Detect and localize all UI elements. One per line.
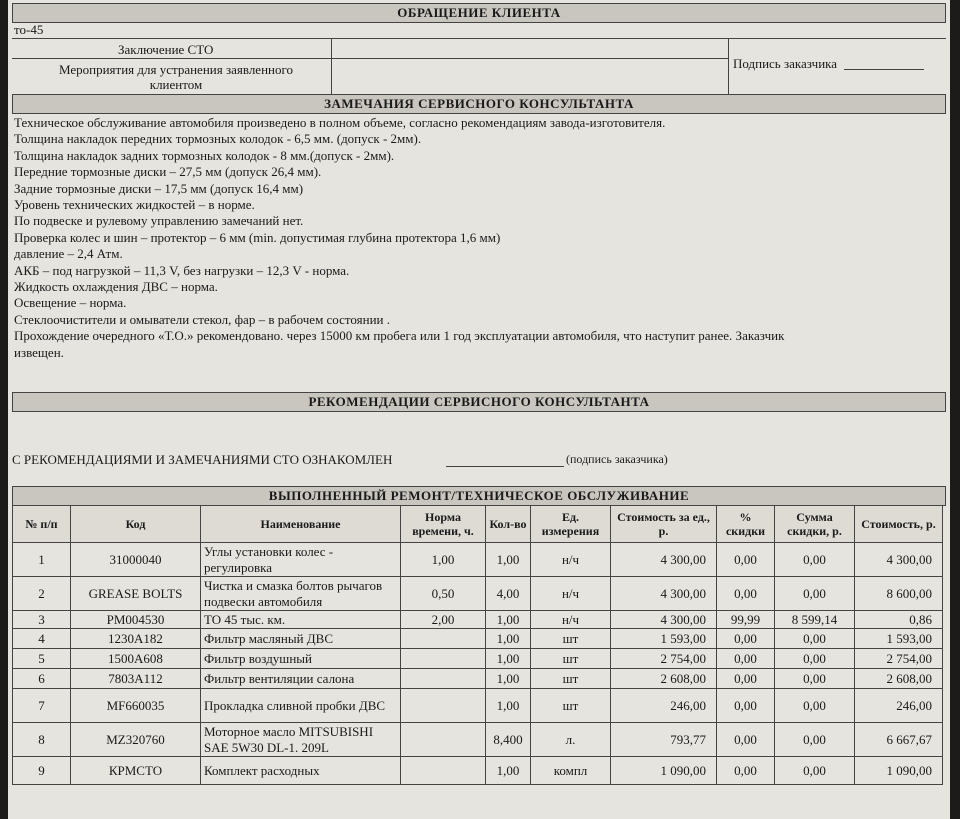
unit-price: 2 608,00 — [611, 669, 717, 689]
conclusion-label: Заключение СТО — [118, 42, 214, 57]
unit-price: 1 090,00 — [611, 757, 717, 785]
client-request-title: ОБРАЩЕНИЕ КЛИЕНТА — [12, 3, 946, 23]
remark-line: Передние тормозные диски – 27,5 мм (допуск 26,4 мм). — [14, 164, 322, 180]
column-header: Стоимость за ед., р. — [611, 506, 717, 543]
column-header: Ед. измерения — [531, 506, 611, 543]
row-number: 5 — [13, 649, 71, 669]
remark-line: Задние тормозные диски – 17,5 мм (допуск 16,4 мм) — [14, 180, 304, 196]
unit: шт — [531, 669, 611, 689]
quantity: 1,00 — [486, 543, 531, 577]
unit-price: 4 300,00 — [611, 577, 717, 611]
total-cost: 246,00 — [855, 689, 943, 723]
unit: н/ч — [531, 611, 611, 629]
work-table — [12, 505, 943, 785]
unit: н/ч — [531, 543, 611, 577]
divider — [12, 58, 728, 59]
discount-sum: 0,00 — [775, 723, 855, 757]
item-code: 7803A112 — [71, 669, 201, 689]
row-number: 8 — [13, 723, 71, 757]
item-code: 1500A608 — [71, 649, 201, 669]
remarks-text — [14, 115, 914, 361]
unit: шт — [531, 629, 611, 649]
time-norm: 2,00 — [401, 611, 486, 629]
table-row — [13, 611, 943, 629]
discount-percent: 0,00 — [717, 723, 775, 757]
table-row — [13, 629, 943, 649]
remark-line: давление – 2,4 Атм. — [14, 246, 123, 262]
quantity: 1,00 — [486, 649, 531, 669]
unit-price: 246,00 — [611, 689, 717, 723]
unit: шт — [531, 689, 611, 723]
row-number: 9 — [13, 757, 71, 785]
quantity: 1,00 — [486, 669, 531, 689]
column-header: Наименование — [201, 506, 401, 543]
acknowledgement-text: С РЕКОМЕНДАЦИЯМИ И ЗАМЕЧАНИЯМИ СТО ОЗНАКОМЛЕН — [12, 452, 393, 467]
table-row — [13, 543, 943, 577]
unit-price: 2 754,00 — [611, 649, 717, 669]
item-code: MZ320760 — [71, 723, 201, 757]
column-header: Норма времени, ч. — [401, 506, 486, 543]
total-cost: 2 754,00 — [855, 649, 943, 669]
customer-signature-label: Подпись заказчика — [733, 56, 838, 71]
row-number: 4 — [13, 629, 71, 649]
table-row — [13, 757, 943, 785]
table-row — [13, 723, 943, 757]
row-number: 3 — [13, 611, 71, 629]
item-code: PM004530 — [71, 611, 201, 629]
remark-line: Техническое обслуживание автомобиля произведено в полном объеме, согласно рекомендациям завода-изготовителя. — [14, 115, 666, 130]
remark-line: Уровень технических жидкостей – в норме. — [14, 197, 255, 213]
column-header: % скидки — [717, 506, 775, 543]
discount-percent: 0,00 — [717, 543, 775, 577]
remark-line: Толщина накладок передних тормозных колодок - 6,5 мм. (допуск - 2мм). — [14, 131, 422, 147]
work-title: ВЫПОЛНЕННЫЙ РЕМОНТ/ТЕХНИЧЕСКОЕ ОБСЛУЖИВАНИЕ — [12, 486, 946, 506]
unit-price: 4 300,00 — [611, 611, 717, 629]
time-norm — [401, 669, 486, 689]
divider — [728, 38, 729, 94]
total-cost: 0,86 — [855, 611, 943, 629]
unit-price: 4 300,00 — [611, 543, 717, 577]
total-cost: 4 300,00 — [855, 543, 943, 577]
document-sheet — [8, 0, 950, 819]
item-code: GREASE BOLTS — [71, 577, 201, 611]
discount-sum: 0,00 — [775, 757, 855, 785]
time-norm — [401, 649, 486, 669]
row-number: 7 — [13, 689, 71, 723]
item-name: Комплект расходных — [201, 757, 401, 785]
item-name: Моторное масло MITSUBISHI SAE 5W30 DL-1. 209L — [201, 723, 401, 757]
item-code: КРМСТО — [71, 757, 201, 785]
quantity: 8,400 — [486, 723, 531, 757]
remark-line: Прохождение очередного «Т.О.» рекомендовано. через 15000 км пробега или 1 год эксплуатации автомобиля, что наступит ранее. Заказчик — [14, 328, 785, 344]
time-norm: 0,50 — [401, 577, 486, 611]
discount-sum: 0,00 — [775, 669, 855, 689]
discount-sum: 0,00 — [775, 629, 855, 649]
discount-sum: 0,00 — [775, 543, 855, 577]
remark-line: Освещение – норма. — [14, 295, 127, 311]
quantity: 1,00 — [486, 757, 531, 785]
unit-price: 793,77 — [611, 723, 717, 757]
time-norm — [401, 757, 486, 785]
item-name: Фильтр вентиляции салона — [201, 669, 401, 689]
signature-line[interactable] — [844, 69, 924, 70]
discount-percent: 0,00 — [717, 689, 775, 723]
discount-sum: 0,00 — [775, 649, 855, 669]
row-number: 2 — [13, 577, 71, 611]
acknowledgement-signature-line[interactable] — [446, 466, 564, 467]
recommendations-title: РЕКОМЕНДАЦИИ СЕРВИСНОГО КОНСУЛЬТАНТА — [12, 392, 946, 412]
total-cost: 8 600,00 — [855, 577, 943, 611]
time-norm: 1,00 — [401, 543, 486, 577]
item-code: 31000040 — [71, 543, 201, 577]
column-header: Сумма скидки, р. — [775, 506, 855, 543]
time-norm — [401, 689, 486, 723]
measures-label: Мероприятия для устранения заявленного клиентом — [58, 62, 294, 92]
item-code: 1230A182 — [71, 629, 201, 649]
item-code: MF660035 — [71, 689, 201, 723]
table-row — [13, 669, 943, 689]
total-cost: 6 667,67 — [855, 723, 943, 757]
column-header: Кол-во — [486, 506, 531, 543]
discount-sum: 8 599,14 — [775, 611, 855, 629]
unit: шт — [531, 649, 611, 669]
remark-line: АКБ – под нагрузкой – 11,3 V, без нагрузки – 12,3 V - норма. — [14, 262, 350, 278]
table-row — [13, 689, 943, 723]
table-row — [13, 649, 943, 669]
remark-line: Жидкость охлаждения ДВС – норма. — [14, 279, 218, 295]
quantity: 1,00 — [486, 611, 531, 629]
quantity: 4,00 — [486, 577, 531, 611]
remark-line: извещен. — [14, 344, 64, 360]
order-ref: то-45 — [14, 22, 44, 37]
acknowledgement-sign-label: (подпись заказчика) — [566, 452, 668, 466]
time-norm — [401, 723, 486, 757]
discount-percent: 0,00 — [717, 669, 775, 689]
unit: компл — [531, 757, 611, 785]
discount-percent: 0,00 — [717, 757, 775, 785]
discount-sum: 0,00 — [775, 689, 855, 723]
remark-line: По подвеске и рулевому управлению замечаний нет. — [14, 213, 304, 229]
remark-line: Стеклоочистители и омыватели стекол, фар – в рабочем состоянии . — [14, 311, 391, 327]
column-header: Стоимость, р. — [855, 506, 943, 543]
discount-percent: 0,00 — [717, 577, 775, 611]
total-cost: 1 593,00 — [855, 629, 943, 649]
remark-line: Толщина накладок задних тормозных колодок - 8 мм.(допуск - 2мм). — [14, 147, 395, 163]
item-name: Прокладка сливной пробки ДВС — [201, 689, 401, 723]
unit: н/ч — [531, 577, 611, 611]
column-header: Код — [71, 506, 201, 543]
remark-line: Проверка колес и шин – протектор – 6 мм (min. допустимая глубина протектора 1,6 мм) — [14, 229, 501, 245]
divider — [331, 38, 332, 94]
quantity: 1,00 — [486, 629, 531, 649]
time-norm — [401, 629, 486, 649]
discount-percent: 0,00 — [717, 649, 775, 669]
item-name: Углы установки колес - регулировка — [201, 543, 401, 577]
discount-percent: 0,00 — [717, 629, 775, 649]
quantity: 1,00 — [486, 689, 531, 723]
table-row — [13, 577, 943, 611]
unit-price: 1 593,00 — [611, 629, 717, 649]
remarks-title: ЗАМЕЧАНИЯ СЕРВИСНОГО КОНСУЛЬТАНТА — [12, 94, 946, 114]
item-name: Фильтр масляный ДВС — [201, 629, 401, 649]
total-cost: 2 608,00 — [855, 669, 943, 689]
table-header-row — [13, 506, 943, 543]
divider — [12, 38, 946, 39]
unit: л. — [531, 723, 611, 757]
row-number: 1 — [13, 543, 71, 577]
item-name: Чистка и смазка болтов рычагов подвески автомобиля — [201, 577, 401, 611]
discount-percent: 99,99 — [717, 611, 775, 629]
discount-sum: 0,00 — [775, 577, 855, 611]
total-cost: 1 090,00 — [855, 757, 943, 785]
column-header: № п/п — [13, 506, 71, 543]
row-number: 6 — [13, 669, 71, 689]
item-name: ТО 45 тыс. км. — [201, 611, 401, 629]
item-name: Фильтр воздушный — [201, 649, 401, 669]
